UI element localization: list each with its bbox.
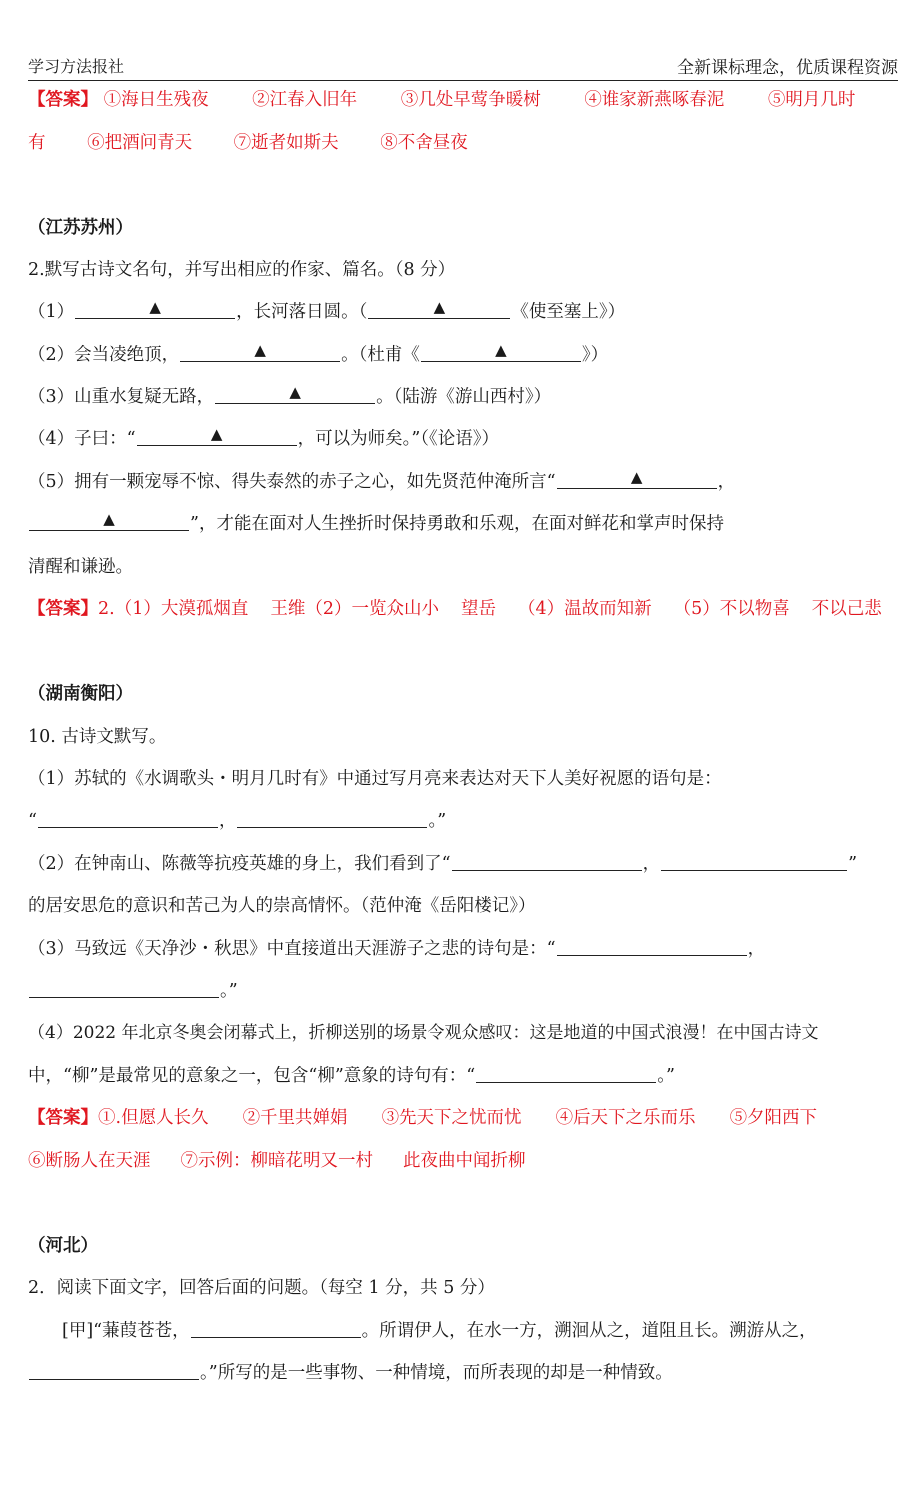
question-text: 。（陆游《游山西村》） [376,387,552,407]
question-item [28,385,551,409]
question-text: （4）子曰：“ [28,429,136,449]
question-text: （3）山重水复疑无路， [28,387,215,407]
passage-text: 。”所写的是一些事物、一种情境，而所表现的却是一种情致。 [200,1363,673,1383]
answer-blank[interactable] [38,810,218,828]
question-item [28,979,238,1003]
answer-item: ⑦示例：柳暗花明又一村 [180,1151,373,1171]
question-text: （4）2022 年北京冬奥会闭幕式上，折柳送别的场景令观众感叹：这是地道的中国式浪漫！在中国古诗文 [28,1023,819,1043]
answer-tag: 【答案】 [28,1108,98,1128]
question-text: ， [642,854,661,874]
question-item [28,300,625,324]
question-text: （1）苏轼的《水调歌头・明月几时有》中通过写月亮来表达对天下人美好祝愿的语句是： [28,769,722,789]
header-slogan: 全新课标理念，优质课程资源 [677,58,898,78]
answer-item: ⑤夕阳西下 [729,1108,818,1128]
answer-item: （4）温故而知新 [517,599,652,619]
publisher-name: 学习方法报社 [28,57,125,76]
answer-line [28,88,855,112]
answer-line [28,597,882,621]
answer-item: 2.（1）大漠孤烟直 [98,599,249,619]
answer-tag: 【答案】 [28,90,98,110]
question-item [28,343,608,367]
answer-item: 此夜曲中闻折柳 [403,1151,526,1171]
region-heading: （湖南衡阳） [28,684,133,704]
answer-blank[interactable] [237,810,427,828]
question-text: 清醒和谦逊。 [28,557,133,577]
question-text: 。” [428,811,447,831]
triangle-icon: ▲ [254,341,266,359]
answer-item: 不以己悲 [811,599,882,619]
answer-item: ③几处早莺争暖树 [400,90,541,110]
question-text: 中，“柳”是最常见的意象之一，包含“柳”意象的诗句有：“ [28,1066,476,1086]
triangle-icon: ▲ [433,298,446,316]
triangle-icon: ▲ [210,425,223,443]
question-item [28,809,446,833]
answer-item: ③先天下之忧而忧 [381,1108,522,1128]
triangle-icon: ▲ [149,298,161,316]
answer-item: ①.但愿人长久 [98,1108,209,1128]
answer-blank[interactable] [29,510,189,531]
region-heading: （江苏苏州） [28,218,133,238]
triangle-icon: ▲ [630,468,643,486]
page-header [28,50,898,81]
question-text: ， [747,939,766,959]
question-text: 》） [581,345,609,365]
answer-item: ⑧不舍昼夜 [380,133,468,153]
answer-blank[interactable] [421,341,581,362]
answer-item: ②江春入旧年 [252,90,358,110]
answer-blank[interactable] [29,980,219,998]
passage-line [28,1361,673,1385]
answer-item: ①海日生残夜 [103,90,209,110]
answer-tag: 【答案】 [28,599,98,619]
question-item [28,937,765,961]
answer-item: （5）不以物喜 [673,599,790,619]
triangle-icon: ▲ [495,341,507,359]
passage-line [62,1319,817,1343]
question-text: （3）马致远《天净沙・秋思》中直接道出天涯游子之悲的诗句是：“ [28,939,556,959]
answer-blank[interactable] [215,383,375,404]
answer-item: ⑥把酒问青天 [87,133,193,153]
answer-blank[interactable] [452,853,642,871]
passage-text: [甲]“蒹葭苍苍， [62,1321,190,1341]
answer-blank[interactable] [368,298,510,319]
answer-line [28,1106,817,1130]
answer-blank[interactable] [180,341,340,362]
answer-blank[interactable] [557,938,747,956]
triangle-icon: ▲ [289,383,301,401]
answer-item: 有 [28,133,46,153]
question-text: ， [218,811,237,831]
question-text: 。” [657,1066,675,1086]
answer-item: ⑦逝者如斯夫 [233,133,339,153]
question-text: （2）会当凌绝顶， [28,345,180,365]
answer-blank[interactable] [661,853,847,871]
passage-text: 。所谓伊人，在水一方，溯洄从之，道阻且长。溯游从之， [361,1321,817,1341]
question-item [28,1064,675,1088]
question-item [28,852,857,876]
answer-line [28,1149,526,1173]
answer-blank[interactable] [29,1362,199,1380]
question-text: 《使至塞上》） [511,302,626,322]
question-text: ” [848,854,858,874]
question-text: 。（杜甫《 [341,345,420,365]
region-heading: （河北） [28,1236,98,1256]
answer-item: ④后天下之乐而乐 [555,1108,696,1128]
answer-blank[interactable] [191,1320,361,1338]
question-text: （2）在钟南山、陈薇等抗疫英雄的身上，我们看到了“ [28,854,451,874]
answer-blank[interactable] [476,1065,656,1083]
question-title: 10. 古诗文默写。 [28,727,167,747]
question-item [28,427,499,451]
question-text: “ [28,811,37,831]
question-text: （5）拥有一颗宠辱不惊、得失泰然的赤子之心，如先贤范仲淹所言“ [28,472,556,492]
answer-item: ④谁家新燕啄春泥 [584,90,725,110]
answer-item: 望岳 [460,599,496,619]
question-text: ”，才能在面对人生挫折时保持勇敢和乐观，在面对鲜花和掌声时保持 [190,514,724,534]
answer-item: ⑤明月几时 [767,90,856,110]
question-text: ，长河落日圆。（ [236,302,368,322]
answer-blank[interactable] [137,425,297,446]
question-text: 。” [220,981,238,1001]
answer-item: ⑥断肠人在天涯 [28,1151,151,1171]
question-item [28,512,724,536]
answer-blank[interactable] [557,468,717,489]
question-title: 2．阅读下面文字，回答后面的问题。（每空 1 分，共 5 分） [28,1278,495,1298]
answer-item: 王维（2）一览众山小 [270,599,439,619]
question-text: （1） [28,302,75,322]
triangle-icon: ▲ [103,510,115,528]
question-item [28,470,735,494]
answer-line [28,131,468,155]
answer-blank[interactable] [75,298,235,319]
question-text: ， [717,472,736,492]
question-text: ，可以为师矣。”（《论语》） [297,429,500,449]
answer-item: ②千里共婵娟 [242,1108,348,1128]
question-text: 的居安思危的意识和苦己为人的崇高情怀。（范仲淹《岳阳楼记》） [28,896,536,916]
question-title: 2.默写古诗文名句，并写出相应的作家、篇名。（8 分） [28,260,456,280]
